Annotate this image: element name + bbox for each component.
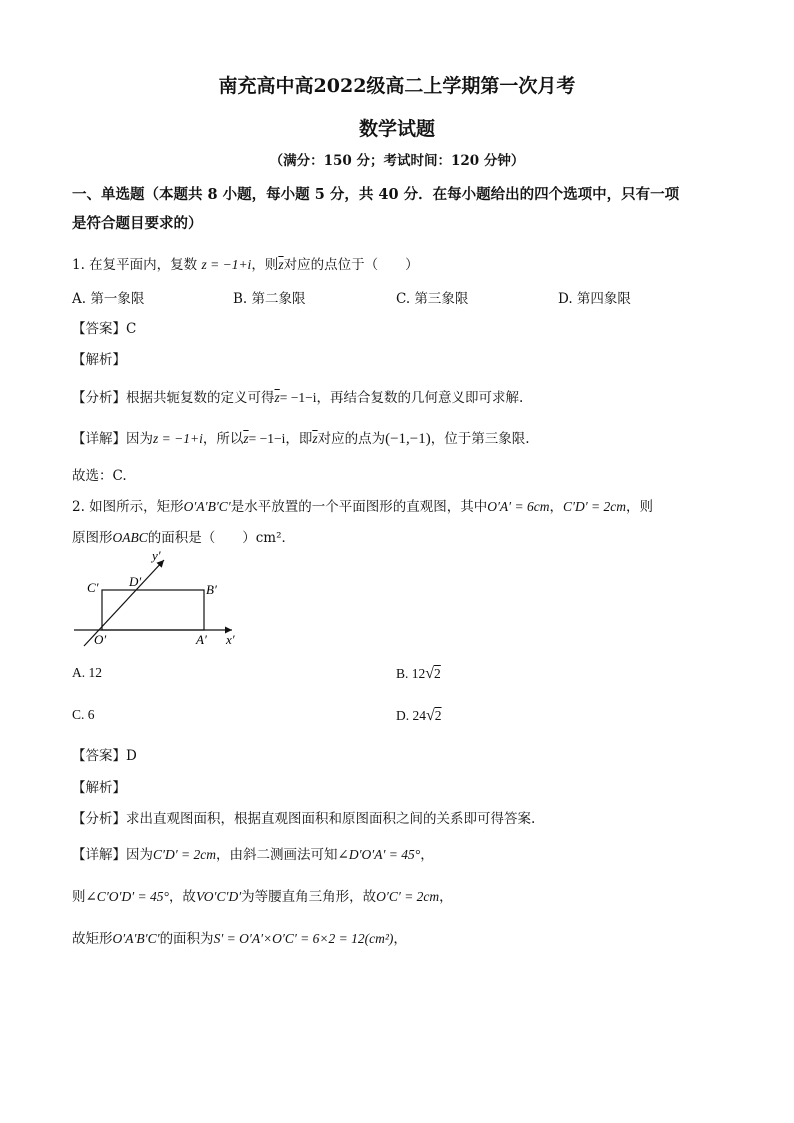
label-d: D′ [129,574,142,589]
q2-line3-text-b: 的面积为 [159,931,214,947]
q2-stem2-text-a: 原图形 [72,530,113,546]
q2-line3-rect: O′A′B′C′ [112,931,160,946]
q1-stem [72,253,419,273]
q2-answer [72,744,137,764]
q2-line2-oc: O′C′ = 2cm [376,889,440,904]
q2-line3-text-c: ， [393,931,407,947]
q2-detail-label: 【详解】 [72,847,126,863]
q1-fenxi-text-b: ，再结合复数的几何意义即可求解. [316,390,524,406]
q1-stem-text: 1. 在复平面内，复数 [72,257,198,273]
q2-detail-cd: C′D′ = 2cm [153,847,217,862]
q2-line3-text-a: 故矩形 [72,931,113,947]
q1-stem-text-b: ，则 [251,257,279,273]
q1-option-d: D. 第四象限 [558,291,631,307]
q1-z-expr: z = −1+i [201,257,252,272]
q1-answer-value: C [126,321,137,337]
sqrt-icon: √ [426,707,435,724]
q2-cd: C′D′ = 2cm [563,499,627,514]
q1-answer-label: 【答案】 [72,321,126,337]
q2-detail-line3 [72,927,407,947]
q2-oa: O′A′ = 6cm [487,499,550,514]
q2-fenxi [72,807,535,827]
q2-analysis-label: 【解析】 [72,780,126,796]
q1-fenxi-text: 根据共轭复数的定义可得 [126,390,275,406]
q2-option-d [396,707,442,725]
q2-stem2-text-b: 的面积是（ ）cm²． [147,530,296,546]
q1-option-c: C. 第三象限 [396,291,469,307]
q1-detail-text-e: ，位于第三象限. [430,431,530,447]
q2-detail-text-c: ， [420,847,434,863]
q1-conclusion: 故选：C. [72,468,127,484]
q1-detail-z: z = −1+i [153,431,203,446]
q1-detail-text-b: ，所以 [202,431,244,447]
q2-line2-text-a: 则 [72,889,86,905]
q1-detail [72,427,530,448]
q1-detail-text-c: ，即 [285,431,313,447]
exam-info: （满分：150 分；考试时间：120 分钟） [269,153,525,169]
q1-detail-zbar: $\overline{z}$ [243,431,249,446]
q1-detail-label: 【详解】 [72,431,126,447]
q2-line3-expr: S′ = O′A′×O′C′ = 6×2 = 12(cm²) [213,931,394,946]
q1-analysis-label: 【解析】 [72,352,126,368]
q1-option-b: B. 第二象限 [233,291,306,307]
q2-fenxi-text: 求出直观图面积，根据直观图面积和原图面积之间的关系即可得答案. [126,811,536,827]
q2-stem-text-a: 2. 如图所示，矩形 [72,499,184,515]
q2-line2-tri: VO′C′D′ [195,889,242,904]
q2-stem-text-b: 是水平放置的一个平面图形的直观图，其中 [230,499,488,515]
label-b: B′ [206,582,217,597]
exam-title: 南充高中高2022级高二上学期第一次月考 [218,75,576,97]
q2-option-d-prefix: D. 24 [396,708,426,723]
q2-oabc: OABC [112,530,148,545]
q2-line2-text-d: ， [439,889,453,905]
q2-option-d-root: 2 [434,708,442,723]
q2-detail-angle: ∠D′O′A′ = 45° [337,847,421,862]
q1-detail-zbar-2: $\overline{z}$ [312,431,318,446]
label-a: A′ [196,632,207,647]
q2-stem-text-c: ，则 [626,499,654,515]
q2-line2-text-b: ，故 [168,889,196,905]
q1-detail-text-d: 对应的点为 [317,431,386,447]
q1-fenxi [72,386,523,406]
q2-option-b [396,665,441,683]
q1-stem-text-c: 对应的点位于（ ） [283,257,419,273]
label-o: O′ [94,632,107,647]
q2-detail-line2 [72,885,453,905]
q2-option-b-prefix: B. 12 [396,666,426,681]
q2-detail [72,843,434,863]
label-y: y′ [152,548,161,563]
q1-fenxi-label: 【分析】 [72,390,126,406]
q2-answer-value: D [126,748,137,764]
q2-option-a: A. 12 [72,665,102,680]
q2-line2-text-c: 为等腰直角三角形，故 [241,889,377,905]
q2-option-c: C. 6 [72,707,95,722]
subject-title: 数学试题 [358,118,435,140]
q2-line2-angle: ∠C′O′D′ = 45° [85,889,169,904]
section-heading-line2: 是符合题目要求的） [72,215,203,232]
q2-rect: O′A′B′C′ [183,499,231,514]
q2-stem-line1 [72,495,653,515]
q2-fenxi-label: 【分析】 [72,811,126,827]
q1-detail-text-a: 因为 [126,431,153,447]
section-heading-line1: 一、单选题（本题共 8 小题，每小题 5 分，共 40 分．在每小题给出的四个选项中，只有一项 [72,186,680,203]
q1-detail-expr: = −1−i [248,431,286,446]
q2-stem-sep: ， [549,499,563,515]
label-c: C′ [87,580,99,595]
q2-detail-text-a: 因为 [126,847,153,863]
q2-figure [72,548,242,648]
q1-fenxi-expr: = −1−i [279,390,317,405]
q2-option-b-root: 2 [434,666,441,681]
q1-option-a: A. 第一象限 [72,291,145,307]
label-x: x′ [226,632,235,647]
q2-detail-text-b: ，由斜二测画法可知 [216,847,338,863]
q1-answer [72,317,136,337]
q1-detail-point: (−1,−1) [385,431,431,447]
q1-fenxi-zbar: $\overline{z}$ [274,390,280,405]
q1-zbar: $\overline{z}$ [278,257,284,272]
q2-stem-line2 [72,526,295,546]
sqrt-icon: √ [425,665,435,682]
q2-answer-label: 【答案】 [72,748,126,764]
